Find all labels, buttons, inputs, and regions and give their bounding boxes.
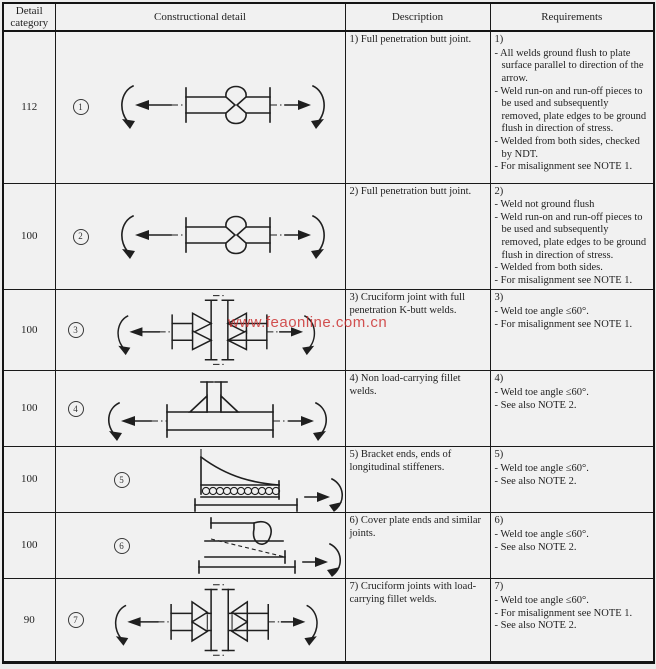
table-row-3 [3,290,654,371]
right-stress-arrow-icon [303,557,328,567]
fillet-weld [192,622,207,641]
figure-number-badge: 6 [114,538,130,554]
bracket-end-diagram [139,448,346,512]
detail-category-value: 112 [3,31,55,183]
right-stress-arrow-icon [279,328,302,337]
description-text: 2) Full penetration butt joint. [349,185,472,197]
table-row-4 [3,371,654,447]
right-stress-arrow-icon [285,100,311,110]
cruciform-k-butt-diagram [93,291,333,369]
left-stress-arrow-icon [121,416,151,426]
detail-category-value: 100 [3,447,55,513]
stiffener-lines [207,382,221,412]
left-stress-arrow-icon [135,100,171,110]
left-curved-arrow-icon [121,216,134,259]
fillet-weld [192,602,207,622]
requirement-item: - Weld not ground flush [494,199,595,211]
constructional-detail-cell [56,291,345,369]
requirement-item: - All welds ground flush to plate surface parallel to direction of the arrow. [494,47,644,84]
requirement-item: - For misalignment see NOTE 1. [494,318,633,330]
detail-category-value: 90 [3,579,55,663]
fatigue-detail-table [2,2,655,664]
constructional-detail-cell [56,515,346,577]
table-row-7 [3,579,654,663]
detail-category-value: 100 [3,371,55,447]
requirement-item: - For misalignment see NOTE 1. [494,161,633,173]
constructional-detail-cell [56,580,345,660]
t-joint-fillet-diagram [93,377,333,441]
butt-weld-shape [225,216,245,253]
requirement-item: - See also NOTE 2. [494,475,577,487]
requirement-number: 4) [494,373,504,385]
description-text: 5) Bracket ends, ends of longitudinal stiffeners. [349,449,452,474]
figure-number-badge: 2 [73,229,89,245]
watermark: www.feaonline.com.cn [228,314,388,331]
col-header-description: Description [345,3,490,31]
fillet-weld [190,396,207,412]
requirement-item: - Weld toe angle ≤60°. [494,595,589,607]
requirement-item: - Weld run-on and run-off pieces to be used and subsequently removed, plate edges to be ground flush in direction of stress. [494,85,647,135]
requirement-number: 2) [494,185,504,197]
requirement-item: - Welded from both sides, checked by NDT. [494,135,640,160]
k-butt-weld [192,314,211,334]
requirement-item: - Welded from both sides. [494,262,603,274]
constructional-detail-cell [56,76,345,138]
vertical-plate-lines [211,301,228,360]
col-header-requirements: Requirements [490,3,654,31]
description-text: 4) Non load-carrying fillet welds. [349,373,461,398]
figure-number-badge: 3 [68,322,84,338]
vertical-plate-lines [211,590,228,651]
bracket-curve [201,457,279,485]
constructional-detail-cell [56,448,346,512]
description-text: 3) Cruciform joint with full penetration K-butt welds. [349,292,465,317]
butt-joint-diagram [98,76,328,138]
right-stress-arrow-icon [305,492,330,502]
right-stress-arrow-icon [285,230,311,240]
requirement-item: - For misalignment see NOTE 1. [494,274,633,286]
fillet-weld [221,396,238,412]
requirement-item: - For misalignment see NOTE 1. [494,607,633,619]
weld-bead-coil [202,487,279,494]
right-curved-arrow-icon [304,606,317,646]
cruciform-fillet-diagram [93,580,333,660]
col-header-detail-category: Detail category [3,3,55,31]
figure-number-badge: 1 [73,99,89,115]
right-stress-arrow-icon [289,416,314,426]
left-curved-arrow-icon [118,317,130,356]
butt-joint-diagram [98,206,328,268]
requirement-item: - Weld toe angle ≤60°. [494,529,589,541]
figure-number-badge: 7 [68,612,84,628]
detail-category-value: 100 [3,290,55,371]
requirement-item: - Weld toe angle ≤60°. [494,306,589,318]
right-curved-arrow-icon [302,317,314,356]
k-butt-weld [192,331,211,350]
description-text: 1) Full penetration butt joint. [349,34,472,46]
left-curved-arrow-icon [108,403,121,441]
detail-category-value: 100 [3,183,55,290]
right-curved-arrow-icon [329,479,342,512]
left-plate-lines [171,614,211,631]
detail-category-value: 100 [3,513,55,579]
left-curved-arrow-icon [121,86,134,129]
description-text: 6) Cover plate ends and similar joints. [349,515,482,540]
butt-weld-shape [225,87,245,124]
figure-number-badge: 5 [114,472,130,488]
fillet-weld [232,622,247,641]
constructional-detail-cell [56,206,345,268]
right-curved-arrow-icon [311,86,324,129]
requirement-number: 1) [494,34,504,46]
table-row-2 [3,183,654,290]
figure-number-badge: 4 [68,401,84,417]
requirement-item: - Weld run-on and run-off pieces to be used and subsequently removed, plate edges to be ground flush in direction of stress. [494,211,647,261]
left-curved-arrow-icon [115,606,128,646]
table-row-6 [3,513,654,579]
table-row-5 [3,447,654,513]
cover-plate-end-diagram [139,515,346,577]
table-row-1 [3,31,654,183]
constructional-detail-cell [56,377,345,441]
right-stress-arrow-icon [281,618,305,628]
requirement-item: - See also NOTE 2. [494,541,577,553]
fillet-weld [232,602,247,622]
header-row [3,3,654,31]
right-curved-arrow-icon [327,544,340,577]
description-text: 7) Cruciform joints with load-carrying fillet welds. [349,581,477,606]
requirement-item: - Weld toe angle ≤60°. [494,387,589,399]
right-plate-lines [228,614,268,631]
requirement-number: 3) [494,292,504,304]
requirement-number: 6) [494,515,504,527]
requirement-item: - See also NOTE 2. [494,399,577,411]
right-curved-arrow-icon [311,216,324,259]
plate-lines [167,412,273,430]
col-header-constructional-detail: Constructional detail [55,3,345,31]
requirement-number: 7) [494,581,504,593]
requirement-item: - Weld toe angle ≤60°. [494,463,589,475]
requirement-item: - See also NOTE 2. [494,620,577,632]
left-stress-arrow-icon [135,230,171,240]
left-stress-arrow-icon [127,618,157,628]
left-stress-arrow-icon [129,328,159,337]
right-curved-arrow-icon [313,403,326,441]
requirement-number: 5) [494,449,504,461]
